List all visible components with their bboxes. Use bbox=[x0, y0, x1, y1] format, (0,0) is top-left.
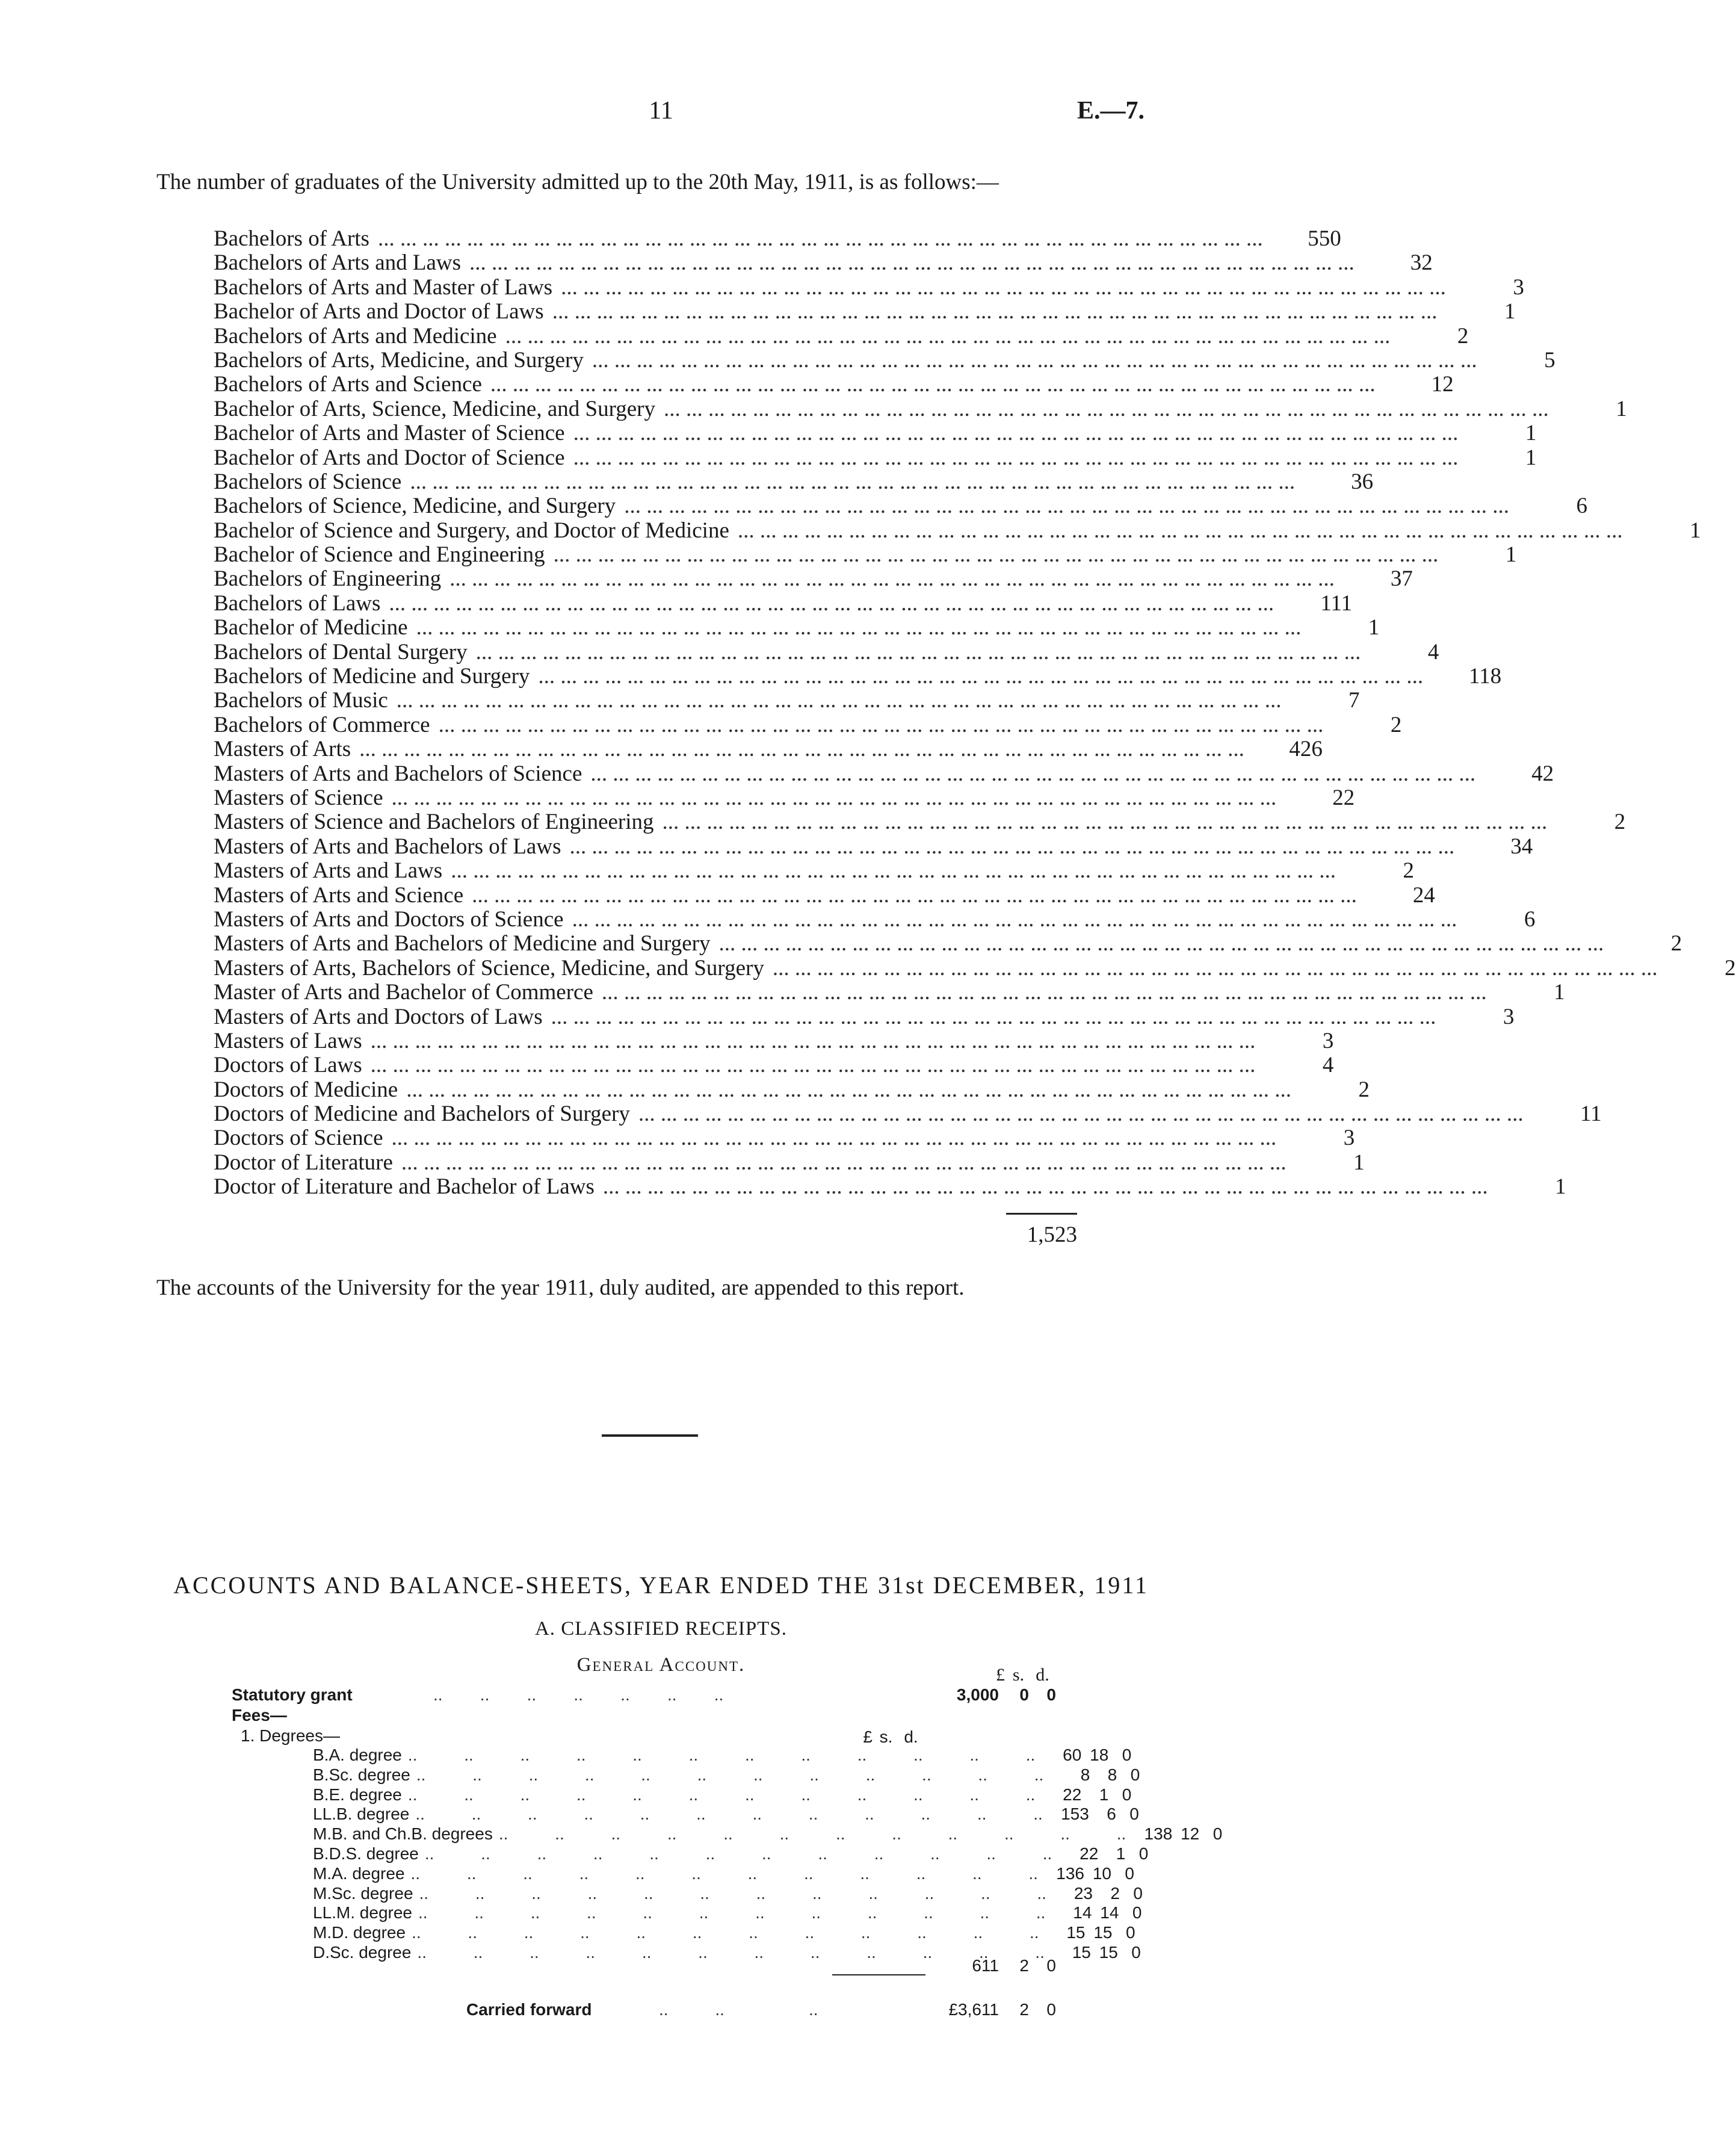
leader-dots: ... ... ... ... ... ... ... ... ... ... ... ... ... ... ... ... ... ... ... ... ... ... ... ... ... ... ... ... ... ... ... ... ... ... ... ... ... ... ... ... bbox=[538, 664, 1424, 689]
graduate-row bbox=[214, 590, 1353, 616]
subtotal-pounds: 611 bbox=[972, 1956, 999, 1975]
degree-fee-shillings: 8 bbox=[1107, 1765, 1117, 1784]
leader-dots: ... ... ... ... ... ... ... ... ... ... ... ... ... ... ... ... ... ... ... ... ... ... ... ... ... ... ... ... ... ... ... ... ... ... ... ... ... ... ... ... bbox=[391, 785, 1277, 810]
leader-dots: .. .. .. .. .. .. .. .. .. .. .. .. bbox=[412, 1923, 1039, 1942]
graduate-count: 111 bbox=[1320, 590, 1353, 616]
graduate-row bbox=[214, 906, 1536, 932]
degree-fee-amount bbox=[1043, 1765, 1140, 1785]
graduate-degree-label: Bachelors of Commerce bbox=[214, 712, 430, 737]
classified-receipts-heading: A. CLASSIFIED RECEIPTS. bbox=[534, 1618, 788, 1640]
graduate-degree-label: Bachelor of Medicine bbox=[214, 615, 408, 640]
graduate-count: 2 bbox=[1457, 323, 1469, 349]
leader-dots: ... ... ... ... ... ... ... ... ... ... ... ... ... ... ... ... ... ... ... ... ... ... ... ... ... ... ... ... ... ... ... ... ... ... ... ... ... ... ... ... bbox=[601, 980, 1487, 1005]
graduate-degree-label: Bachelors of Laws bbox=[214, 590, 381, 616]
leader-dots: ... ... ... ... ... ... ... ... ... ... ... ... ... ... ... ... ... ... ... ... ... ... ... ... ... ... ... ... ... ... ... ... ... ... ... ... ... ... ... ... bbox=[490, 372, 1376, 397]
leader-dots: .. .. .. .. .. .. .. .. .. .. .. .. bbox=[498, 1824, 1126, 1844]
graduate-count: 34 bbox=[1510, 834, 1533, 859]
degree-fee-label: B.Sc. degree bbox=[313, 1765, 410, 1784]
leader-dots: ... ... ... ... ... ... ... ... ... ... ... ... ... ... ... ... ... ... ... ... ... ... ... ... ... ... ... ... ... ... ... ... ... ... ... ... ... ... ... ... bbox=[663, 396, 1549, 421]
leader-dots: .. .. .. .. .. .. .. .. .. .. .. .. bbox=[416, 1765, 1044, 1784]
graduate-degree-label: Bachelors of Arts and Science bbox=[214, 372, 482, 397]
graduate-count: 1 bbox=[1505, 542, 1517, 568]
carried-forward-pounds: £3,611 bbox=[948, 2000, 999, 2019]
graduate-degree-label: Doctors of Science bbox=[214, 1126, 383, 1151]
degree-fee-shillings: 1 bbox=[1116, 1844, 1126, 1863]
graduate-count: 3 bbox=[1322, 1028, 1334, 1053]
leader-dots: ... ... ... ... ... ... ... ... ... ... ... ... ... ... ... ... ... ... ... ... ... ... ... ... ... ... ... ... ... ... ... ... ... ... ... ... ... ... ... ... bbox=[551, 1004, 1436, 1029]
carried-forward-pence: 0 bbox=[1046, 2000, 1056, 2019]
degree-fee-pence: 0 bbox=[1122, 1785, 1132, 1804]
graduate-row bbox=[214, 445, 1537, 470]
degree-fee-pence: 0 bbox=[1132, 1903, 1142, 1922]
degree-fee-pence: 0 bbox=[1130, 1765, 1140, 1784]
degree-fee-amount bbox=[1045, 1943, 1141, 1962]
graduate-degree-label: Masters of Arts and Science bbox=[214, 882, 464, 908]
document-code: E.—7. bbox=[1077, 97, 1145, 125]
graduate-row bbox=[214, 737, 1323, 762]
graduate-count: 1 bbox=[1555, 1174, 1566, 1200]
degree-fee-amount bbox=[1035, 1785, 1131, 1805]
statutory-grant-pounds: 3,000 bbox=[956, 1685, 999, 1704]
leader-dots: ... ... ... ... ... ... ... ... ... ... ... ... ... ... ... ... ... ... ... ... ... ... ... ... ... ... ... ... ... ... ... ... ... ... ... ... ... ... ... ... bbox=[772, 955, 1658, 981]
graduate-degree-label: Bachelor of Science and Engineering bbox=[214, 542, 545, 568]
graduate-count: 2 bbox=[1614, 810, 1626, 835]
general-account-title: General Account. bbox=[576, 1654, 746, 1676]
leader-dots: ... ... ... ... ... ... ... ... ... ... ... ... ... ... ... ... ... ... ... ... ... ... ... ... ... ... ... ... ... ... ... ... ... ... ... ... ... ... ... ... bbox=[553, 542, 1439, 568]
graduate-degree-label: Masters of Arts and Doctors of Science bbox=[214, 906, 564, 932]
degree-fee-pence: 0 bbox=[1129, 1805, 1139, 1824]
leader-dots: ... ... ... ... ... ... ... ... ... ... ... ... ... ... ... ... ... ... ... ... ... ... ... ... ... ... ... ... ... ... ... ... ... ... ... ... ... ... ... ... bbox=[472, 882, 1357, 908]
degree-fee-pence: 0 bbox=[1212, 1824, 1223, 1844]
leader-dots: ... ... ... ... ... ... ... ... ... ... ... ... ... ... ... ... ... ... ... ... ... ... ... ... ... ... ... ... ... ... ... ... ... ... ... ... ... ... ... ... bbox=[561, 274, 1446, 300]
subtotal-shillings: 2 bbox=[1019, 1956, 1029, 1975]
accounts-heading: ACCOUNTS AND BALANCE-SHEETS, YEAR ENDED THE 31st DECEMBER, 1911 bbox=[173, 1572, 1149, 1599]
graduate-count: 1 bbox=[1353, 1150, 1365, 1175]
graduate-degree-label: Bachelors of Arts and Laws bbox=[214, 250, 462, 276]
inner-shillings-unit: s. bbox=[879, 1727, 893, 1746]
graduate-row bbox=[214, 372, 1454, 397]
degree-fee-row bbox=[313, 1864, 1134, 1884]
graduate-row bbox=[214, 882, 1435, 908]
graduate-count: 3 bbox=[1513, 274, 1524, 300]
degree-fee-pounds: 23 bbox=[1073, 1883, 1093, 1903]
graduate-count: 118 bbox=[1469, 664, 1502, 689]
leader-dots: ... ... ... ... ... ... ... ... ... ... ... ... ... ... ... ... ... ... ... ... ... ... ... ... ... ... ... ... ... ... ... ... ... ... ... ... ... ... ... ... bbox=[410, 469, 1296, 494]
degree-fee-amount bbox=[1045, 1903, 1141, 1922]
degree-fee-pence: 0 bbox=[1125, 1864, 1134, 1883]
leader-dots: ... ... ... ... ... ... ... ... ... ... ... ... ... ... ... ... ... ... ... ... ... ... ... ... ... ... ... ... ... ... ... ... ... ... ... ... ... ... ... ... bbox=[416, 615, 1302, 640]
degree-fee-shillings: 1 bbox=[1099, 1785, 1109, 1804]
subtotal-rule bbox=[832, 1974, 925, 1975]
graduate-row bbox=[214, 1101, 1602, 1127]
degree-fee-pence: 0 bbox=[1122, 1746, 1132, 1764]
degree-fee-pounds: 136 bbox=[1056, 1864, 1084, 1883]
graduate-row bbox=[214, 347, 1555, 373]
degree-fee-pounds: 8 bbox=[1080, 1765, 1090, 1784]
leader-dots: .. .. .. .. .. .. .. .. .. .. .. .. bbox=[407, 1746, 1036, 1764]
leader-dots: ... ... ... ... ... ... ... ... ... ... ... ... ... ... ... ... ... ... ... ... ... ... ... ... ... ... ... ... ... ... ... ... ... ... ... ... ... ... ... ... bbox=[624, 494, 1509, 519]
carried-forward-dots: .. .. .. bbox=[659, 2000, 818, 2019]
degree-fee-pounds: 15 bbox=[1066, 1923, 1086, 1942]
graduate-row bbox=[214, 761, 1554, 786]
graduate-row bbox=[214, 1004, 1515, 1029]
graduate-degree-label: Bachelor of Arts and Doctor of Laws bbox=[214, 299, 544, 324]
leader-dots: ... ... ... ... ... ... ... ... ... ... ... ... ... ... ... ... ... ... ... ... ... ... ... ... ... ... ... ... ... ... ... ... ... ... ... ... ... ... ... ... bbox=[602, 1174, 1488, 1200]
graduate-row bbox=[214, 1077, 1370, 1102]
graduate-row bbox=[214, 518, 1701, 543]
degree-fee-row bbox=[313, 1883, 1143, 1904]
leader-dots: .. .. .. .. .. .. .. .. .. .. .. .. bbox=[419, 1883, 1046, 1903]
degree-fee-amount bbox=[1043, 1805, 1139, 1824]
degree-fee-pounds: 22 bbox=[1080, 1844, 1099, 1863]
graduate-degree-label: Doctors of Medicine and Bachelors of Surgery bbox=[214, 1101, 630, 1127]
carried-forward-label: Carried forward bbox=[466, 2000, 592, 2019]
degree-fee-row bbox=[313, 1824, 1223, 1844]
degree-fee-amount bbox=[1039, 1923, 1135, 1942]
graduate-row bbox=[214, 955, 1736, 981]
carried-forward-amount bbox=[939, 2000, 1056, 2019]
graduate-degree-label: Bachelors of Arts and Master of Laws bbox=[214, 274, 553, 300]
graduate-degree-label: Masters of Arts and Bachelors of Science bbox=[214, 761, 582, 786]
degrees-label: 1. Degrees— bbox=[241, 1726, 340, 1745]
degree-fee-shillings: 18 bbox=[1090, 1746, 1109, 1764]
degree-fee-amount bbox=[1052, 1844, 1148, 1864]
graduate-count: 1 bbox=[1368, 615, 1380, 640]
degree-fee-pounds: 60 bbox=[1063, 1746, 1082, 1764]
graduate-row bbox=[214, 834, 1533, 859]
graduate-count: 426 bbox=[1289, 737, 1323, 762]
degree-fee-amount bbox=[1126, 1824, 1222, 1844]
leader-dots: ... ... ... ... ... ... ... ... ... ... ... ... ... ... ... ... ... ... ... ... ... ... ... ... ... ... ... ... ... ... ... ... ... ... ... ... ... ... ... ... bbox=[396, 688, 1282, 713]
leader-dots: ... ... ... ... ... ... ... ... ... ... ... ... ... ... ... ... ... ... ... ... ... ... ... ... ... ... ... ... ... ... ... ... ... ... ... ... ... ... ... ... bbox=[590, 761, 1476, 786]
graduate-count: 2 bbox=[1725, 955, 1736, 981]
graduate-row bbox=[214, 1150, 1365, 1175]
graduate-row bbox=[214, 858, 1414, 884]
graduate-degree-label: Masters of Arts, Bachelors of Science, Medicine, and Surgery bbox=[214, 955, 764, 981]
page-number: 11 bbox=[649, 97, 673, 125]
graduate-count: 1 bbox=[1616, 396, 1627, 421]
leader-dots: ... ... ... ... ... ... ... ... ... ... ... ... ... ... ... ... ... ... ... ... ... ... ... ... ... ... ... ... ... ... ... ... ... ... ... ... ... ... ... ... bbox=[451, 858, 1336, 884]
graduate-row bbox=[214, 396, 1627, 421]
graduate-degree-label: Masters of Laws bbox=[214, 1028, 362, 1053]
degree-fee-label: B.D.S. degree bbox=[313, 1844, 419, 1863]
graduate-row bbox=[214, 469, 1374, 494]
graduate-degree-label: Bachelor of Arts and Doctor of Science bbox=[214, 445, 565, 470]
graduate-row bbox=[214, 1053, 1334, 1078]
leader-dots: ... ... ... ... ... ... ... ... ... ... ... ... ... ... ... ... ... ... ... ... ... ... ... ... ... ... ... ... ... ... ... ... ... ... ... ... ... ... ... ... bbox=[449, 566, 1335, 592]
units-header-inner bbox=[830, 1727, 927, 1747]
section-divider bbox=[602, 1434, 698, 1437]
degree-fee-label: M.D. degree bbox=[313, 1923, 406, 1942]
graduate-count: 11 bbox=[1580, 1101, 1602, 1127]
graduate-count: 6 bbox=[1576, 494, 1587, 519]
graduate-degree-label: Masters of Science bbox=[214, 785, 383, 810]
degree-fee-row bbox=[313, 1943, 1141, 1963]
graduate-degree-label: Bachelors of Music bbox=[214, 688, 388, 713]
graduate-count: 1 bbox=[1554, 980, 1565, 1005]
degree-fee-shillings: 10 bbox=[1092, 1864, 1111, 1883]
leader-dots: ... ... ... ... ... ... ... ... ... ... ... ... ... ... ... ... ... ... ... ... ... ... ... ... ... ... ... ... ... ... ... ... ... ... ... ... ... ... ... ... bbox=[638, 1101, 1524, 1127]
graduate-row bbox=[214, 615, 1380, 640]
degree-fee-label: M.Sc. degree bbox=[313, 1883, 413, 1903]
graduate-degree-label: Masters of Arts bbox=[214, 737, 351, 762]
graduate-count: 2 bbox=[1390, 712, 1402, 737]
graduate-count: 4 bbox=[1427, 639, 1439, 665]
leader-dots: .. .. .. .. .. .. .. .. .. .. .. .. bbox=[410, 1864, 1038, 1883]
leader-dots: ... ... ... ... ... ... ... ... ... ... ... ... ... ... ... ... ... ... ... ... ... ... ... ... ... ... ... ... ... ... ... ... ... ... ... ... ... ... ... ... bbox=[573, 421, 1459, 446]
total-rule bbox=[1006, 1213, 1077, 1215]
graduate-degree-label: Bachelors of Arts and Medicine bbox=[214, 323, 497, 349]
leader-dots: ... ... ... ... ... ... ... ... ... ... ... ... ... ... ... ... ... ... ... ... ... ... ... ... ... ... ... ... ... ... ... ... ... ... ... ... ... ... ... ... bbox=[391, 1126, 1277, 1151]
graduate-row bbox=[214, 250, 1433, 276]
degree-fee-row bbox=[313, 1844, 1149, 1864]
degree-fee-shillings: 14 bbox=[1100, 1903, 1119, 1922]
degree-fee-pounds: 22 bbox=[1063, 1785, 1082, 1804]
leader-dots: ... ... ... ... ... ... ... ... ... ... ... ... ... ... ... ... ... ... ... ... ... ... ... ... ... ... ... ... ... ... ... ... ... ... ... ... ... ... ... ... bbox=[370, 1028, 1256, 1053]
fees-label: Fees— bbox=[232, 1706, 287, 1724]
degree-fee-amount bbox=[1046, 1884, 1143, 1903]
graduates-list bbox=[214, 226, 1736, 1200]
degree-fee-pence: 0 bbox=[1131, 1943, 1141, 1962]
graduate-count: 6 bbox=[1524, 906, 1536, 932]
leader-dots: .. .. .. .. .. .. .. .. .. .. .. .. bbox=[424, 1844, 1052, 1863]
graduate-row bbox=[214, 931, 1682, 956]
degrees-subtotal bbox=[939, 1956, 1056, 1975]
degree-fee-row bbox=[313, 1746, 1132, 1765]
graduate-row bbox=[214, 688, 1360, 713]
graduate-count: 7 bbox=[1348, 688, 1360, 713]
graduate-count: 1 bbox=[1525, 445, 1537, 470]
leader-dots: .. .. .. .. .. .. .. .. .. .. .. .. bbox=[417, 1943, 1045, 1962]
graduate-degree-label: Bachelors of Arts bbox=[214, 226, 369, 251]
graduate-degree-label: Master of Arts and Bachelor of Commerce bbox=[214, 980, 593, 1005]
leader-dots: ... ... ... ... ... ... ... ... ... ... ... ... ... ... ... ... ... ... ... ... ... ... ... ... ... ... ... ... ... ... ... ... ... ... ... ... ... ... ... ... bbox=[389, 590, 1274, 616]
graduate-degree-label: Masters of Arts and Laws bbox=[214, 858, 443, 884]
graduate-count: 5 bbox=[1544, 347, 1555, 373]
degree-fee-pence: 0 bbox=[1125, 1923, 1135, 1942]
graduate-row bbox=[214, 664, 1502, 689]
degree-fee-label: M.A. degree bbox=[313, 1864, 405, 1883]
degree-fee-shillings: 12 bbox=[1181, 1824, 1200, 1844]
graduate-count: 22 bbox=[1332, 785, 1355, 810]
degree-fee-shillings: 15 bbox=[1099, 1943, 1118, 1962]
graduate-degree-label: Doctor of Literature bbox=[214, 1150, 393, 1175]
graduate-degree-label: Doctors of Medicine bbox=[214, 1077, 398, 1102]
leader-dots: ... ... ... ... ... ... ... ... ... ... ... ... ... ... ... ... ... ... ... ... ... ... ... ... ... ... ... ... ... ... ... ... ... ... ... ... ... ... ... ... bbox=[569, 834, 1455, 859]
statutory-grant-dots: .. .. .. .. .. .. .. bbox=[433, 1685, 724, 1704]
graduate-degree-label: Bachelors of Arts, Medicine, and Surgery bbox=[214, 347, 584, 373]
graduate-count: 550 bbox=[1308, 226, 1341, 251]
statutory-grant-label: Statutory grant bbox=[232, 1685, 353, 1704]
shillings-unit: s. bbox=[1012, 1665, 1025, 1685]
graduate-degree-label: Bachelor of Science and Surgery, and Doctor of Medicine bbox=[214, 518, 729, 543]
statutory-grant-amount bbox=[939, 1685, 1056, 1705]
graduate-count: 12 bbox=[1431, 372, 1454, 397]
graduate-degree-label: Bachelor of Arts and Master of Science bbox=[214, 421, 565, 446]
degree-fee-label: B.E. degree bbox=[313, 1785, 402, 1804]
graduate-row bbox=[214, 712, 1402, 737]
graduate-count: 24 bbox=[1412, 882, 1435, 908]
degree-fee-row bbox=[313, 1923, 1135, 1943]
graduate-degree-label: Bachelors of Science bbox=[214, 469, 402, 494]
leader-dots: .. .. .. .. .. .. .. .. .. .. .. .. bbox=[415, 1805, 1043, 1824]
units-header-right bbox=[945, 1665, 1053, 1685]
leader-dots: ... ... ... ... ... ... ... ... ... ... ... ... ... ... ... ... ... ... ... ... ... ... ... ... ... ... ... ... ... ... ... ... ... ... ... ... ... ... ... ... bbox=[573, 445, 1459, 470]
inner-pounds-unit: £ bbox=[863, 1727, 873, 1746]
degree-fee-pence: 0 bbox=[1138, 1844, 1149, 1863]
graduate-degree-label: Bachelors of Dental Surgery bbox=[214, 639, 468, 665]
degree-fee-label: M.B. and Ch.B. degrees bbox=[313, 1824, 493, 1844]
degree-fee-pounds: 153 bbox=[1061, 1805, 1089, 1824]
graduate-count: 1 bbox=[1504, 299, 1516, 324]
leader-dots: ... ... ... ... ... ... ... ... ... ... ... ... ... ... ... ... ... ... ... ... ... ... ... ... ... ... ... ... ... ... ... ... ... ... ... ... ... ... ... ... bbox=[359, 737, 1244, 762]
degree-fee-row bbox=[313, 1805, 1139, 1824]
degree-fee-pence: 0 bbox=[1133, 1883, 1143, 1903]
graduate-degree-label: Bachelors of Science, Medicine, and Surgery bbox=[214, 494, 616, 519]
graduate-row bbox=[214, 810, 1626, 835]
degree-fee-row bbox=[313, 1903, 1142, 1923]
leader-dots: ... ... ... ... ... ... ... ... ... ... ... ... ... ... ... ... ... ... ... ... ... ... ... ... ... ... ... ... ... ... ... ... ... ... ... ... ... ... ... ... bbox=[662, 810, 1548, 835]
pounds-unit: £ bbox=[996, 1665, 1005, 1685]
accounts-note: The accounts of the University for the year 1911, duly audited, are appended to this report. bbox=[156, 1275, 965, 1300]
statutory-grant-pence: 0 bbox=[1046, 1685, 1056, 1704]
degree-fee-shillings: 15 bbox=[1093, 1923, 1113, 1942]
graduate-count: 42 bbox=[1531, 761, 1554, 786]
graduate-degree-label: Masters of Science and Bachelors of Engineering bbox=[214, 810, 654, 835]
graduate-row bbox=[214, 1174, 1566, 1200]
graduates-total: 1,523 bbox=[1027, 1222, 1077, 1247]
leader-dots: ... ... ... ... ... ... ... ... ... ... ... ... ... ... ... ... ... ... ... ... ... ... ... ... ... ... ... ... ... ... ... ... ... ... ... ... ... ... ... ... bbox=[438, 712, 1324, 737]
graduate-row bbox=[214, 980, 1565, 1005]
graduate-count: 3 bbox=[1503, 1004, 1515, 1029]
intro-paragraph: The number of graduates of the University admitted up to the 20th May, 1911, is as follows:— bbox=[156, 170, 999, 194]
degree-fee-label: LL.M. degree bbox=[313, 1903, 412, 1922]
graduate-row bbox=[214, 226, 1341, 251]
graduate-row bbox=[214, 274, 1524, 300]
graduate-row bbox=[214, 1028, 1334, 1053]
graduate-degree-label: Doctor of Literature and Bachelor of Laws bbox=[214, 1174, 595, 1200]
leader-dots: ... ... ... ... ... ... ... ... ... ... ... ... ... ... ... ... ... ... ... ... ... ... ... ... ... ... ... ... ... ... ... ... ... ... ... ... ... ... ... ... bbox=[552, 299, 1438, 324]
graduate-degree-label: Bachelor of Arts, Science, Medicine, and Surgery bbox=[214, 396, 655, 421]
degree-fee-label: B.A. degree bbox=[313, 1746, 402, 1764]
graduate-row bbox=[214, 323, 1469, 349]
graduate-degree-label: Masters of Arts and Doctors of Laws bbox=[214, 1004, 543, 1029]
statutory-grant-shillings: 0 bbox=[1019, 1685, 1029, 1704]
degree-fee-amount bbox=[1035, 1746, 1131, 1765]
leader-dots: ... ... ... ... ... ... ... ... ... ... ... ... ... ... ... ... ... ... ... ... ... ... ... ... ... ... ... ... ... ... ... ... ... ... ... ... ... ... ... ... bbox=[469, 250, 1355, 276]
graduate-count: 1 bbox=[1690, 518, 1701, 543]
graduate-degree-label: Doctors of Laws bbox=[214, 1053, 362, 1078]
carried-forward-shillings: 2 bbox=[1019, 2000, 1029, 2019]
graduate-row bbox=[214, 785, 1355, 810]
leader-dots: ... ... ... ... ... ... ... ... ... ... ... ... ... ... ... ... ... ... ... ... ... ... ... ... ... ... ... ... ... ... ... ... ... ... ... ... ... ... ... ... bbox=[718, 931, 1604, 956]
graduate-degree-label: Masters of Arts and Bachelors of Medicine and Surgery bbox=[214, 931, 711, 956]
degree-fee-row bbox=[313, 1765, 1140, 1785]
graduate-degree-label: Bachelors of Engineering bbox=[214, 566, 442, 592]
leader-dots: ... ... ... ... ... ... ... ... ... ... ... ... ... ... ... ... ... ... ... ... ... ... ... ... ... ... ... ... ... ... ... ... ... ... ... ... ... ... ... ... bbox=[377, 226, 1263, 251]
graduate-row bbox=[214, 1126, 1355, 1151]
degree-fee-pounds: 15 bbox=[1072, 1943, 1091, 1962]
graduate-degree-label: Bachelors of Medicine and Surgery bbox=[214, 664, 530, 689]
degree-fee-label: LL.B. degree bbox=[313, 1805, 410, 1824]
leader-dots: .. .. .. .. .. .. .. .. .. .. .. .. bbox=[418, 1903, 1046, 1922]
inner-pence-unit: d. bbox=[904, 1727, 918, 1746]
graduate-row bbox=[214, 494, 1587, 519]
graduate-row bbox=[214, 299, 1516, 324]
leader-dots: ... ... ... ... ... ... ... ... ... ... ... ... ... ... ... ... ... ... ... ... ... ... ... ... ... ... ... ... ... ... ... ... ... ... ... ... ... ... ... ... bbox=[505, 323, 1391, 349]
leader-dots: ... ... ... ... ... ... ... ... ... ... ... ... ... ... ... ... ... ... ... ... ... ... ... ... ... ... ... ... ... ... ... ... ... ... ... ... ... ... ... ... bbox=[370, 1053, 1256, 1078]
graduate-count: 37 bbox=[1390, 566, 1413, 592]
leader-dots: ... ... ... ... ... ... ... ... ... ... ... ... ... ... ... ... ... ... ... ... ... ... ... ... ... ... ... ... ... ... ... ... ... ... ... ... ... ... ... ... bbox=[401, 1150, 1287, 1175]
graduate-row bbox=[214, 421, 1537, 446]
degree-fee-pounds: 138 bbox=[1144, 1824, 1173, 1844]
graduate-row bbox=[214, 639, 1439, 665]
degree-fee-label: D.Sc. degree bbox=[313, 1943, 412, 1962]
leader-dots: ... ... ... ... ... ... ... ... ... ... ... ... ... ... ... ... ... ... ... ... ... ... ... ... ... ... ... ... ... ... ... ... ... ... ... ... ... ... ... ... bbox=[406, 1077, 1291, 1102]
leader-dots: ... ... ... ... ... ... ... ... ... ... ... ... ... ... ... ... ... ... ... ... ... ... ... ... ... ... ... ... ... ... ... ... ... ... ... ... ... ... ... ... bbox=[475, 639, 1361, 665]
graduate-degree-label: Masters of Arts and Bachelors of Laws bbox=[214, 834, 561, 859]
leader-dots: ... ... ... ... ... ... ... ... ... ... ... ... ... ... ... ... ... ... ... ... ... ... ... ... ... ... ... ... ... ... ... ... ... ... ... ... ... ... ... ... bbox=[737, 518, 1623, 543]
graduate-count: 1 bbox=[1525, 421, 1537, 446]
graduate-count: 3 bbox=[1343, 1126, 1355, 1151]
graduate-count: 2 bbox=[1403, 858, 1414, 884]
leader-dots: ... ... ... ... ... ... ... ... ... ... ... ... ... ... ... ... ... ... ... ... ... ... ... ... ... ... ... ... ... ... ... ... ... ... ... ... ... ... ... ... bbox=[572, 906, 1457, 932]
graduate-count: 4 bbox=[1322, 1053, 1334, 1078]
graduate-count: 2 bbox=[1358, 1077, 1370, 1102]
graduate-count: 2 bbox=[1670, 931, 1682, 956]
degree-fee-shillings: 6 bbox=[1107, 1805, 1116, 1824]
leader-dots: ... ... ... ... ... ... ... ... ... ... ... ... ... ... ... ... ... ... ... ... ... ... ... ... ... ... ... ... ... ... ... ... ... ... ... ... ... ... ... ... bbox=[592, 347, 1477, 373]
subtotal-pence: 0 bbox=[1046, 1956, 1056, 1975]
graduate-row bbox=[214, 566, 1413, 592]
leader-dots: .. .. .. .. .. .. .. .. .. .. .. .. bbox=[407, 1785, 1036, 1804]
graduate-row bbox=[214, 542, 1517, 568]
degree-fee-row bbox=[313, 1785, 1132, 1805]
pence-unit: d. bbox=[1036, 1665, 1049, 1685]
graduate-count: 32 bbox=[1410, 250, 1433, 276]
degree-fee-shillings: 2 bbox=[1110, 1883, 1120, 1903]
degree-fee-amount bbox=[1038, 1864, 1134, 1883]
degree-fee-pounds: 14 bbox=[1073, 1903, 1092, 1922]
graduate-count: 36 bbox=[1351, 469, 1374, 494]
